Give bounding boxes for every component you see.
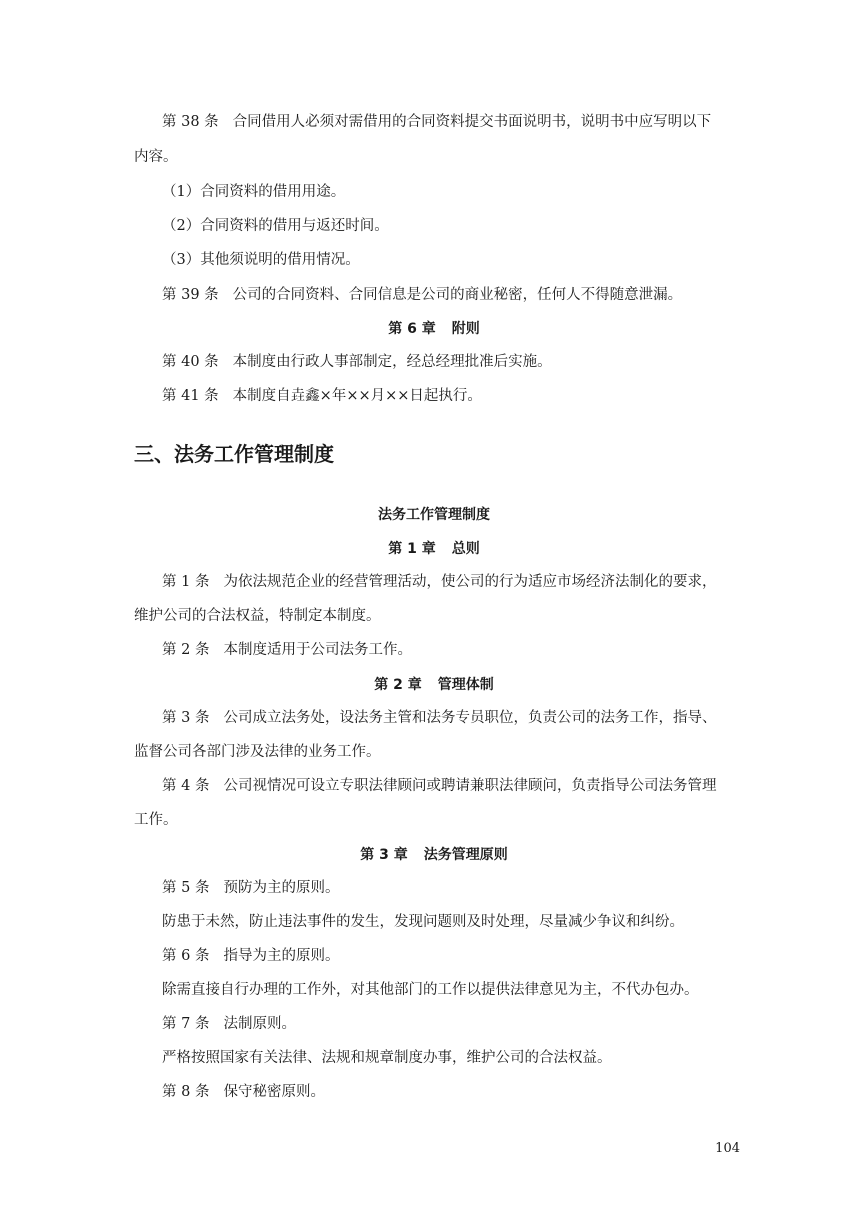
chapter-number: 第 6 章 [388,321,436,337]
list-item-1: （1）合同资料的借用用途。 [162,184,346,200]
list-item-3: （3）其他须说明的借用情况。 [162,252,360,268]
chapter-title: 总则 [451,541,480,557]
chapter-number: 第 2 章 [374,677,422,693]
article-text: 本制度由行政人事部制定，经总经理批准后实施。 [232,354,552,370]
article-41 [162,386,752,406]
article-4-continuation: 工作。 [134,812,178,828]
document-title: 法务工作管理制度 [378,507,490,523]
article-number: 第 38 条 [162,114,219,130]
article-text: 公司的合同资料、合同信息是公司的商业秘密，任何人不得随意泄漏。 [232,287,683,303]
chapter-1-heading [134,539,734,559]
article-number: 第 2 条 [162,642,210,658]
chapter-2-heading [134,675,734,695]
article-text: 本制度自垚鑫×年××月××日起执行。 [232,388,482,404]
article-number: 第 4 条 [162,778,210,794]
article-text: 预防为主的原则。 [223,880,340,896]
list-item-2: （2）合同资料的借用与返还时间。 [162,218,389,234]
article-number: 第 40 条 [162,354,219,370]
article-number: 第 7 条 [162,1016,210,1032]
article-1 [162,572,752,592]
chapter-3-heading [134,845,734,865]
article-6-body: 除需直接自行办理的工作外，对其他部门的工作以提供法律意见为主，不代办包办。 [162,982,699,998]
article-6 [162,946,752,966]
article-number: 第 39 条 [162,287,219,303]
article-text: 指导为主的原则。 [223,948,340,964]
page-number: 104 [715,1141,740,1156]
article-number: 第 41 条 [162,388,219,404]
article-39 [162,285,752,305]
article-number: 第 8 条 [162,1084,210,1100]
article-7-body: 严格按照国家有关法律、法规和规章制度办事，维护公司的合法权益。 [162,1050,612,1066]
article-number: 第 5 条 [162,880,210,896]
chapter-6-heading [134,319,734,339]
article-38 [162,112,752,132]
article-text: 公司成立法务处，设法务主管和法务专员职位，负责公司的法务工作，指导、 [223,710,717,726]
chapter-title: 附则 [451,321,480,337]
article-text: 公司视情况可设立专职法律顾问或聘请兼职法律顾问，负责指导公司法务管理 [223,778,717,794]
chapter-number: 第 3 章 [360,847,408,863]
article-3-continuation: 监督公司各部门涉及法律的业务工作。 [134,744,381,760]
article-38-continuation: 内容。 [134,149,178,165]
article-2 [162,640,752,660]
article-5 [162,878,752,898]
article-text: 合同借用人必须对需借用的合同资料提交书面说明书，说明书中应写明以下 [232,114,712,130]
chapter-title: 管理体制 [437,677,494,693]
article-number: 第 3 条 [162,710,210,726]
article-text: 法制原则。 [223,1016,296,1032]
article-8 [162,1082,752,1102]
chapter-title: 法务管理原则 [423,847,508,863]
article-1-continuation: 维护公司的合法权益，特制定本制度。 [134,608,381,624]
article-text: 本制度适用于公司法务工作。 [223,642,412,658]
article-text: 为依法规范企业的经营管理活动，使公司的行为适应市场经济法制化的要求， [223,574,717,590]
article-7 [162,1014,752,1034]
chapter-number: 第 1 章 [388,541,436,557]
article-3 [162,708,752,728]
article-40 [162,352,752,372]
article-number: 第 1 条 [162,574,210,590]
article-number: 第 6 条 [162,948,210,964]
article-4 [162,776,752,796]
article-text: 保守秘密原则。 [223,1084,325,1100]
article-5-body: 防患于未然，防止违法事件的发生，发现问题则及时处理，尽量减少争议和纠纷。 [162,914,684,930]
section-title: 三、法务工作管理制度 [134,442,334,466]
